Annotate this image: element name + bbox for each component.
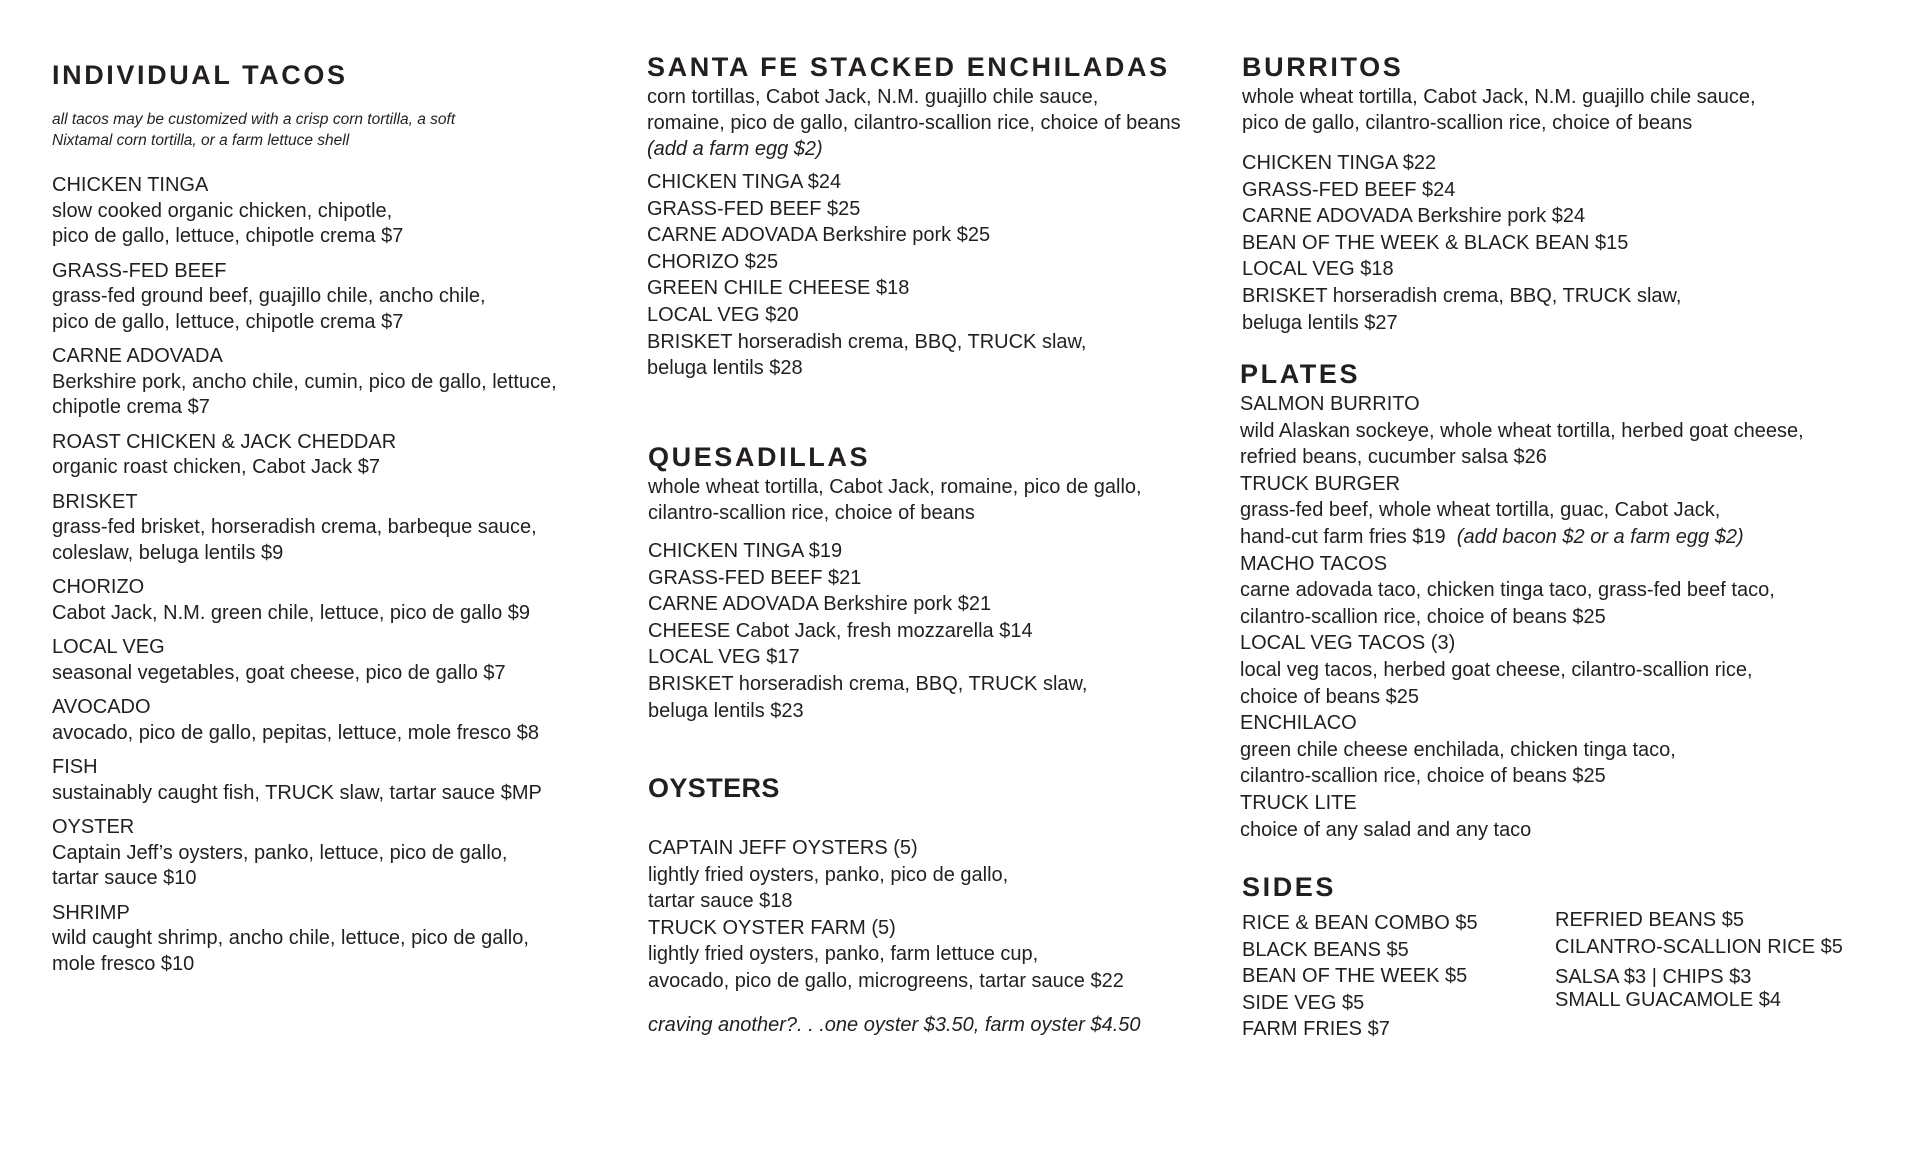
- taco-title: ROAST CHICKEN & JACK CHEDDAR: [52, 430, 397, 453]
- menu-item: beluga lentils $28: [647, 357, 803, 380]
- taco-title: CHICKEN TINGA: [52, 174, 209, 196]
- taco-title: CARNE ADOVADA: [52, 345, 223, 367]
- menu-item: avocado, pico de gallo, microgreens, tartar sauce $22: [648, 969, 1124, 992]
- side-item: BLACK BEANS $5: [1242, 938, 1409, 961]
- taco-item: [52, 575, 612, 626]
- plate-description: choice of beans $25: [1240, 685, 1420, 708]
- taco-description: Cabot Jack, N.M. green chile, lettuce, pico de gallo $9: [52, 601, 531, 624]
- burritos-list: [1242, 150, 1882, 336]
- taco-description: sustainably caught fish, TRUCK slaw, tartar sauce $MP: [52, 781, 542, 804]
- taco-title: FISH: [52, 756, 98, 778]
- plate-title: TRUCK LITE: [1240, 791, 1357, 814]
- plate-description: choice of any salad and any taco: [1240, 818, 1532, 841]
- enchiladas-list: [647, 169, 1227, 382]
- burritos-section: [1242, 50, 1882, 336]
- quesadillas-list: [648, 538, 1228, 724]
- menu-item: GRASS-FED BEEF $24: [1242, 178, 1456, 201]
- tacos-note-line: Nixtamal corn tortilla, or a farm lettuce shell: [52, 132, 350, 149]
- burritos-intro-line: pico de gallo, cilantro-scallion rice, choice of beans: [1242, 112, 1693, 134]
- taco-item: [52, 490, 612, 567]
- enchiladas-intro-line: corn tortillas, Cabot Jack, N.M. guajillo chile sauce,: [647, 86, 1099, 108]
- menu-item: GRASS-FED BEEF $25: [647, 197, 861, 220]
- side-item: SMALL GUACAMOLE $4: [1555, 989, 1782, 1012]
- plate-item-macho: [1240, 551, 1880, 631]
- plate-description: refried beans, cucumber salsa $26: [1240, 446, 1547, 469]
- taco-description: mole fresco $10: [52, 952, 195, 975]
- side-item: FARM FRIES $7: [1242, 1018, 1390, 1041]
- menu-item: BEAN OF THE WEEK & BLACK BEAN $15: [1242, 231, 1629, 254]
- menu-item: tartar sauce $18: [648, 890, 793, 913]
- plate-title: ENCHILACO: [1240, 712, 1357, 735]
- plate-item-enchilaco: [1240, 710, 1880, 790]
- plate-item-lite: [1240, 790, 1880, 843]
- taco-description: pico de gallo, lettuce, chipotle crema $7: [52, 225, 404, 247]
- taco-description: grass-fed ground beef, guajillo chile, ancho chile,: [52, 285, 486, 307]
- menu-item: CAPTAIN JEFF OYSTERS (5): [648, 837, 918, 859]
- menu-item: BRISKET horseradish crema, BBQ, TRUCK slaw,: [1242, 284, 1682, 307]
- side-item: SALSA $3 | CHIPS $3: [1555, 966, 1752, 989]
- oysters-section: [648, 771, 1228, 1038]
- enchiladas-section: [647, 50, 1227, 382]
- plate-item-localveg: [1240, 630, 1880, 710]
- tacos-heading: INDIVIDUAL TACOS: [52, 60, 348, 90]
- taco-title: GRASS-FED BEEF: [52, 259, 227, 282]
- plate-title: SALMON BURRITO: [1240, 393, 1420, 415]
- menu-item: GREEN CHILE CHEESE $18: [647, 277, 910, 300]
- taco-description: chipotle crema $7: [52, 396, 210, 418]
- menu-item: beluga lentils $27: [1242, 311, 1398, 334]
- taco-item: [52, 635, 612, 686]
- plate-description: wild Alaskan sockeye, whole wheat tortilla, herbed goat cheese,: [1240, 419, 1804, 442]
- menu-item: CHICKEN TINGA $19: [648, 540, 843, 562]
- quesadillas-intro-line: cilantro-scallion rice, choice of beans: [648, 502, 975, 524]
- taco-title: SHRIMP: [52, 901, 130, 924]
- taco-item: [52, 344, 612, 421]
- enchiladas-egg-note: (add a farm egg $2): [647, 138, 823, 160]
- taco-item: [52, 815, 612, 892]
- taco-description: tartar sauce $10: [52, 867, 197, 889]
- taco-title: AVOCADO: [52, 696, 151, 718]
- quesadillas-section: [648, 440, 1228, 724]
- taco-description: wild caught shrimp, ancho chile, lettuce, pico de gallo,: [52, 927, 529, 949]
- oysters-footer-note: craving another?. . .one oyster $3.50, farm oyster $4.50: [648, 1013, 1141, 1036]
- menu-item: CHORIZO $25: [647, 250, 779, 273]
- menu-item: lightly fried oysters, panko, farm lettuce cup,: [648, 943, 1039, 966]
- taco-title: LOCAL VEG: [52, 636, 165, 658]
- menu-item: CARNE ADOVADA Berkshire pork $21: [648, 593, 992, 616]
- side-item: BEAN OF THE WEEK $5: [1242, 965, 1468, 988]
- oysters-heading: OYSTERS: [648, 773, 780, 803]
- taco-description: Captain Jeff’s oysters, panko, lettuce, pico de gallo,: [52, 841, 508, 864]
- menu-item: beluga lentils $23: [648, 699, 804, 722]
- taco-item: [52, 430, 612, 481]
- sides-list-left: [1242, 910, 1478, 1043]
- menu-item: CHICKEN TINGA $24: [647, 171, 842, 193]
- tacos-section: [52, 58, 612, 986]
- menu-item: BRISKET horseradish crema, BBQ, TRUCK slaw,: [647, 330, 1087, 353]
- plate-description: cilantro-scallion rice, choice of beans $25: [1240, 765, 1606, 788]
- taco-item: [52, 695, 612, 746]
- menu-item: CHICKEN TINGA $22: [1242, 152, 1437, 174]
- plate-description-with-note: [1240, 524, 1880, 551]
- plate-item-salmon: [1240, 391, 1880, 471]
- plates-section: [1240, 357, 1880, 843]
- menu-item: LOCAL VEG $18: [1242, 258, 1394, 281]
- enchiladas-intro-line: romaine, pico de gallo, cilantro-scallion rice, choice of beans: [647, 112, 1181, 134]
- taco-description: avocado, pico de gallo, pepitas, lettuce, mole fresco $8: [52, 721, 539, 744]
- taco-item: [52, 259, 612, 336]
- taco-title: OYSTER: [52, 816, 135, 838]
- taco-description: slow cooked organic chicken, chipotle,: [52, 199, 393, 222]
- tacos-note: [52, 109, 612, 151]
- taco-title: BRISKET: [52, 490, 138, 513]
- sides-section: [1242, 870, 1882, 1041]
- taco-item: [52, 173, 612, 250]
- taco-description: organic roast chicken, Cabot Jack $7: [52, 456, 380, 478]
- plate-description: local veg tacos, herbed goat cheese, cilantro-scallion rice,: [1240, 658, 1753, 681]
- side-item: CILANTRO-SCALLION RICE $5: [1555, 935, 1843, 958]
- plate-description: carne adovada taco, chicken tinga taco, grass-fed beef taco,: [1240, 579, 1775, 602]
- plates-heading: PLATES: [1240, 359, 1361, 389]
- menu-item: GRASS-FED BEEF $21: [648, 566, 862, 589]
- plate-title: MACHO TACOS: [1240, 552, 1388, 575]
- sides-list-right: [1555, 907, 1843, 1012]
- menu-item: LOCAL VEG $20: [647, 303, 799, 326]
- menu-item: CHEESE Cabot Jack, fresh mozzarella $14: [648, 619, 1033, 642]
- burritos-intro-line: whole wheat tortilla, Cabot Jack, N.M. guajillo chile sauce,: [1242, 86, 1756, 108]
- tacos-note-line: all tacos may be customized with a crisp corn tortilla, a soft: [52, 111, 456, 128]
- taco-description: pico de gallo, lettuce, chipotle crema $7: [52, 310, 404, 333]
- oysters-list: [648, 835, 1228, 995]
- plate-title: TRUCK BURGER: [1240, 472, 1401, 495]
- burritos-heading: BURRITOS: [1242, 52, 1404, 82]
- plate-title: LOCAL VEG TACOS (3): [1240, 632, 1456, 655]
- taco-description: coleslaw, beluga lentils $9: [52, 541, 284, 564]
- plate-description: grass-fed beef, whole wheat tortilla, guac, Cabot Jack,: [1240, 499, 1721, 522]
- plate-description: cilantro-scallion rice, choice of beans $25: [1240, 605, 1606, 628]
- plate-description: hand-cut farm fries $19: [1240, 525, 1446, 548]
- burger-addon-note: (add bacon $2 or a farm egg $2): [1456, 525, 1744, 548]
- quesadillas-intro-line: whole wheat tortilla, Cabot Jack, romaine, pico de gallo,: [648, 476, 1142, 498]
- side-item: REFRIED BEANS $5: [1555, 909, 1744, 931]
- taco-description: seasonal vegetables, goat cheese, pico de gallo $7: [52, 661, 506, 684]
- quesadillas-heading: QUESADILLAS: [648, 442, 871, 472]
- plate-item-burger: [1240, 471, 1880, 551]
- tacos-list: [52, 173, 612, 977]
- menu-item: lightly fried oysters, panko, pico de gallo,: [648, 863, 1009, 886]
- side-item: RICE & BEAN COMBO $5: [1242, 912, 1478, 934]
- taco-description: grass-fed brisket, horseradish crema, barbeque sauce,: [52, 516, 537, 538]
- menu-item: BRISKET horseradish crema, BBQ, TRUCK slaw,: [648, 672, 1088, 695]
- plate-description: green chile cheese enchilada, chicken tinga taco,: [1240, 738, 1676, 761]
- menu-item: LOCAL VEG $17: [648, 646, 800, 669]
- menu-item: CARNE ADOVADA Berkshire pork $24: [1242, 205, 1586, 228]
- menu-item: TRUCK OYSTER FARM (5): [648, 916, 896, 939]
- menu-item: CARNE ADOVADA Berkshire pork $25: [647, 224, 991, 247]
- sides-heading: SIDES: [1242, 872, 1337, 902]
- enchiladas-heading: SANTA FE STACKED ENCHILADAS: [647, 52, 1170, 82]
- taco-title: CHORIZO: [52, 576, 145, 598]
- taco-item: [52, 901, 612, 978]
- side-item: SIDE VEG $5: [1242, 991, 1365, 1014]
- taco-description: Berkshire pork, ancho chile, cumin, pico de gallo, lettuce,: [52, 370, 557, 393]
- plates-list: [1240, 391, 1880, 843]
- taco-item: [52, 755, 612, 806]
